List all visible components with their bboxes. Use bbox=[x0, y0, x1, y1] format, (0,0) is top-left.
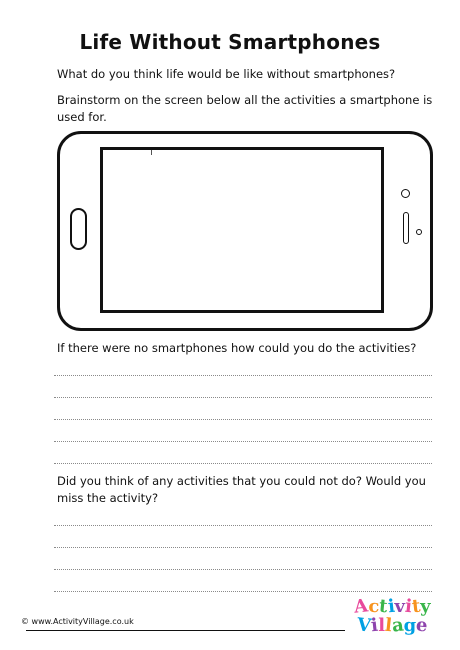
answer-line[interactable] bbox=[54, 525, 432, 526]
question-text: If there were no smartphones how could you do the activities? bbox=[57, 341, 417, 355]
logo-letter: l bbox=[383, 614, 393, 637]
logo-letter: i bbox=[403, 595, 413, 618]
speaker-icon bbox=[403, 212, 409, 244]
logo-letter: a bbox=[390, 614, 405, 637]
logo-letter: t bbox=[410, 595, 422, 618]
logo-letter: e bbox=[415, 614, 429, 637]
question-text: Brainstorm on the screen below all the activities a smartphone is used for. bbox=[57, 93, 433, 124]
answer-line[interactable] bbox=[54, 591, 432, 592]
logo-letter: V bbox=[356, 614, 373, 637]
answer-line[interactable] bbox=[54, 547, 432, 548]
answer-line[interactable] bbox=[54, 375, 432, 376]
logo-word bbox=[345, 597, 440, 616]
question-text: Did you think of any activities that you could not do? Would you miss the activity? bbox=[57, 474, 426, 505]
logo-letter: g bbox=[403, 615, 417, 636]
answer-line[interactable] bbox=[54, 463, 432, 464]
activity-village-logo bbox=[345, 597, 440, 635]
copyright-text: © www.ActivityVillage.co.uk bbox=[21, 617, 138, 626]
sensor-icon bbox=[416, 229, 422, 235]
logo-letter: v bbox=[394, 596, 405, 617]
logo-letter: A bbox=[353, 595, 370, 618]
answer-line[interactable] bbox=[54, 419, 432, 420]
answer-line[interactable] bbox=[54, 397, 432, 398]
logo-letter: i bbox=[370, 614, 380, 637]
logo-letter: y bbox=[420, 596, 431, 617]
answer-line[interactable] bbox=[54, 569, 432, 570]
screen-mark bbox=[151, 150, 152, 155]
camera-icon bbox=[401, 189, 410, 198]
home-button-icon bbox=[70, 208, 87, 250]
page-title: Life Without Smartphones bbox=[79, 30, 381, 54]
smartphone-drawing bbox=[57, 131, 433, 331]
logo-letter: c bbox=[368, 596, 380, 617]
answer-line[interactable] bbox=[54, 441, 432, 442]
logo-letter: t bbox=[378, 595, 389, 618]
logo-letter: i bbox=[386, 595, 396, 618]
question-text: What do you think life would be like without smartphones? bbox=[57, 67, 396, 81]
logo-word bbox=[345, 616, 440, 635]
logo-letter: l bbox=[378, 615, 386, 636]
phone-screen-brainstorm-area[interactable] bbox=[100, 147, 384, 313]
